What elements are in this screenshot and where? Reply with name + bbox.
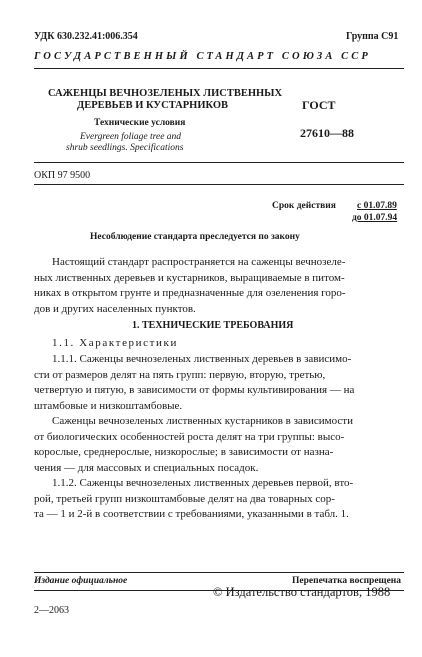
gost-number: 27610—88 xyxy=(300,126,354,140)
intro-paragraph xyxy=(34,255,404,317)
section-title: 1. ТЕХНИЧЕСКИЕ ТРЕБОВАНИЯ xyxy=(132,320,294,331)
paragraph-line: чения — для массовых и специальных посадок. xyxy=(34,461,259,474)
paragraph-line: корослые, среднерослые, низкорослые; в зависимости от назна- xyxy=(34,446,334,458)
title-line-2: ДЕРЕВЬЕВ И КУСТАРНИКОВ xyxy=(77,100,229,111)
reprint-notice: Перепечатка воспрещена xyxy=(292,576,402,586)
okp-rule xyxy=(34,184,404,185)
validity-from: с 01.07.89 xyxy=(357,201,397,211)
intro-line: дов и других населенных пунктов. xyxy=(34,302,196,315)
intro-line: никах в открытом грунте и предназначенные для озеленения горо- xyxy=(34,287,346,299)
paragraph-1-1-1 xyxy=(34,352,404,414)
print-code: 2—2063 xyxy=(34,605,69,616)
paragraph-line: Саженцы вечнозеленых лиственных кустарников в зависимости xyxy=(52,415,353,427)
title-bottom-rule xyxy=(34,162,404,163)
paragraph-1-1-2 xyxy=(34,476,404,523)
standard-banner: ГОСУДАРСТВЕННЫЙ СТАНДАРТ СОЮЗА ССР xyxy=(34,51,371,62)
copyright: © Издательство стандартов, 1988 xyxy=(213,585,391,599)
paragraph-line: 1.1.2. Саженцы вечнозеленых лиственных деревьев первой, вто- xyxy=(52,477,354,489)
paragraph-line: 1.1.1. Саженцы вечнозеленых лиственных деревьев в зависимо- xyxy=(52,353,352,365)
gost-label: ГОСТ xyxy=(302,98,336,112)
english-title-line-1: Evergreen foliage tree and xyxy=(80,132,182,142)
paragraph-line: штамбовые и низкоштамбовые. xyxy=(34,399,183,412)
paragraph-line: четвертую и пятую, в зависимости от формы культивирования — на xyxy=(34,384,355,396)
udk-code: УДК 630.232.41:006.354 xyxy=(34,31,138,42)
paragraph-line: сти от размеров делят на пять групп: первую, вторую, третью, xyxy=(34,368,326,381)
official-edition: Издание официальное xyxy=(34,576,128,586)
legal-notice: Несоблюдение стандарта преследуется по закону xyxy=(90,232,300,242)
paragraph-line: от биологических особенностей роста делят на три группы: высо- xyxy=(34,430,345,443)
title-line-1: САЖЕНЦЫ ВЕЧНОЗЕЛЕНЫХ ЛИСТВЕННЫХ xyxy=(48,88,283,99)
english-title-line-2: shrub seedlings. Specifications xyxy=(66,143,184,153)
validity-to: до 01.07.94 xyxy=(352,213,398,223)
paragraph-1-1-1-shrubs xyxy=(34,414,404,476)
intro-line: Настоящий стандарт распространяется на саженцы вечнозеле- xyxy=(52,256,346,268)
subtitle: Технические условия xyxy=(94,118,186,128)
top-rule xyxy=(34,68,404,69)
validity-label: Срок действия xyxy=(272,201,336,211)
paragraph-line: рой, третьей групп низкоштамбовые делят на два товарных сор- xyxy=(34,492,335,505)
intro-line: ных лиственных деревьев и кустарников, выращиваемые в питом- xyxy=(34,271,345,284)
paragraph-line: та — 1 и 2-й в соответствии с требованиями, указанными в табл. 1. xyxy=(34,508,349,520)
group-code: Группа С91 xyxy=(346,31,399,42)
okp-code: ОКП 97 9500 xyxy=(34,170,91,181)
footer-rule xyxy=(34,572,404,573)
subsection-title: 1.1. Характеристики xyxy=(52,337,178,349)
